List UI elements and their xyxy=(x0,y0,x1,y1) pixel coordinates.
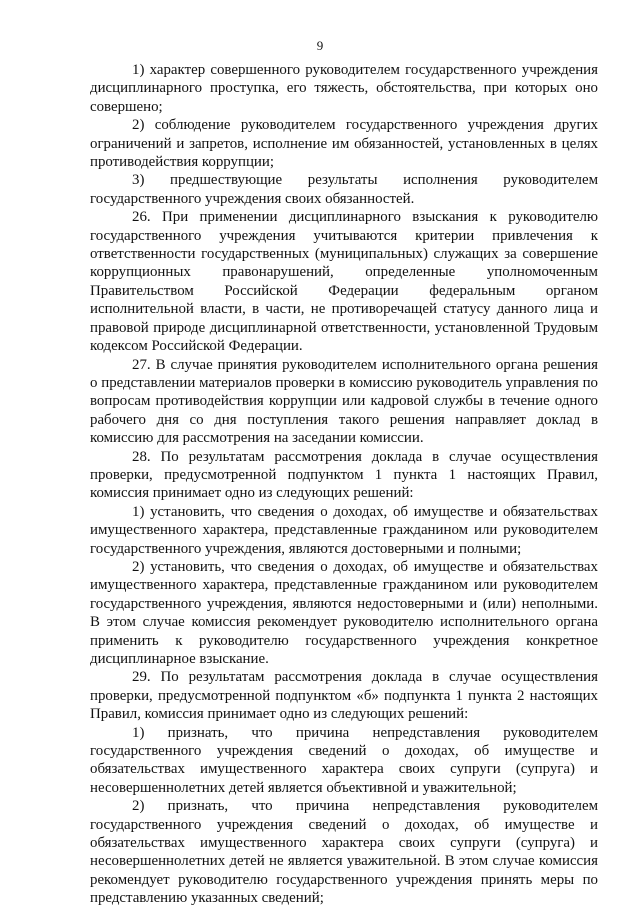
paragraph-clause-28-item-2: 2) установить, что сведения о доходах, об имуществе и обязательствах имущественного характера, представленные гражданином или руководителем государственного учреждения, являются недостоверными и (или) неполными. В этом случае комиссия рекомендует руководителю исполнительного органа применить к руководителю государственного учреждения конкретное дисциплинарное взыскание. xyxy=(90,558,598,667)
paragraph-clause-28: 28. По результатам рассмотрения доклада в случае осуществления проверки, предусмотренной подпунктом 1 пункта 1 настоящих Правил, комиссия принимает одно из следующих решений: xyxy=(90,448,598,502)
page-number: 9 xyxy=(316,38,324,53)
paragraph-clause-28-item-1: 1) установить, что сведения о доходах, об имуществе и обязательствах имущественного характера, представленные гражданином или руководителем государственного учреждения, являются достоверными и полными; xyxy=(90,503,598,557)
paragraph-clause-26: 26. При применении дисциплинарного взыскания к руководителю государственного учреждения учитываются критерии привлечения к ответственности государственных (муниципальных) служащих за совершение коррупционных правонарушений, определенные уполномоченным Правительством Российской Федерации федеральным органом исполнительной власти, в части, не противоречащей статусу данного лица и правовой природе дисциплинарной ответственности, установленной Трудовым кодексом Российской Федерации. xyxy=(90,209,598,355)
paragraph-item-3: 3) предшествующие результаты исполнения руководителем государственного учреждения своих обязанностей. xyxy=(90,172,598,207)
paragraph-item-1: 1) характер совершенного руководителем государственного учреждения дисциплинарного проступка, его тяжесть, обстоятельства, при которых оно совершено; xyxy=(90,62,598,115)
paragraph-clause-29: 29. По результатам рассмотрения доклада в случае осуществления проверки, предусмотренной подпунктом «б» подпункта 1 пункта 2 настоящих Правил, комиссия принимает одно из следующих решений: xyxy=(90,669,598,723)
paragraph-clause-29-item-2: 2) признать, что причина непредставления руководителем государственного учреждения сведений о доходах, об имуществе и обязательствах имущественного характера своих супруги (супруга) и несовершеннолетних детей не является уважительной. В этом случае комиссия рекомендует руководителю государственного учреждения принять меры по представлению указанных сведений; xyxy=(90,798,598,907)
paragraph-clause-27: 27. В случае принятия руководителем исполнительного органа решения о представлении материалов проверки в комиссию руководитель управления по вопросам противодействия коррупции или кадровой службы в течение одного рабочего дня со дня поступления такого решения направляет доклад в комиссию для рассмотрения на заседании комиссии. xyxy=(90,356,598,447)
paragraph-clause-29-item-1: 1) признать, что причина непредставления руководителем государственного учреждения сведений о доходах, об имуществе и обязательствах имущественного характера своих супруги (супруга) и несовершеннолетних детей является объективной и уважительной; xyxy=(90,724,598,796)
paragraph-item-2: 2) соблюдение руководителем государственного учреждения других ограничений и запретов, исполнение им обязанностей, установленных в целях противодействия коррупции; xyxy=(90,117,598,171)
document-body xyxy=(90,61,598,908)
